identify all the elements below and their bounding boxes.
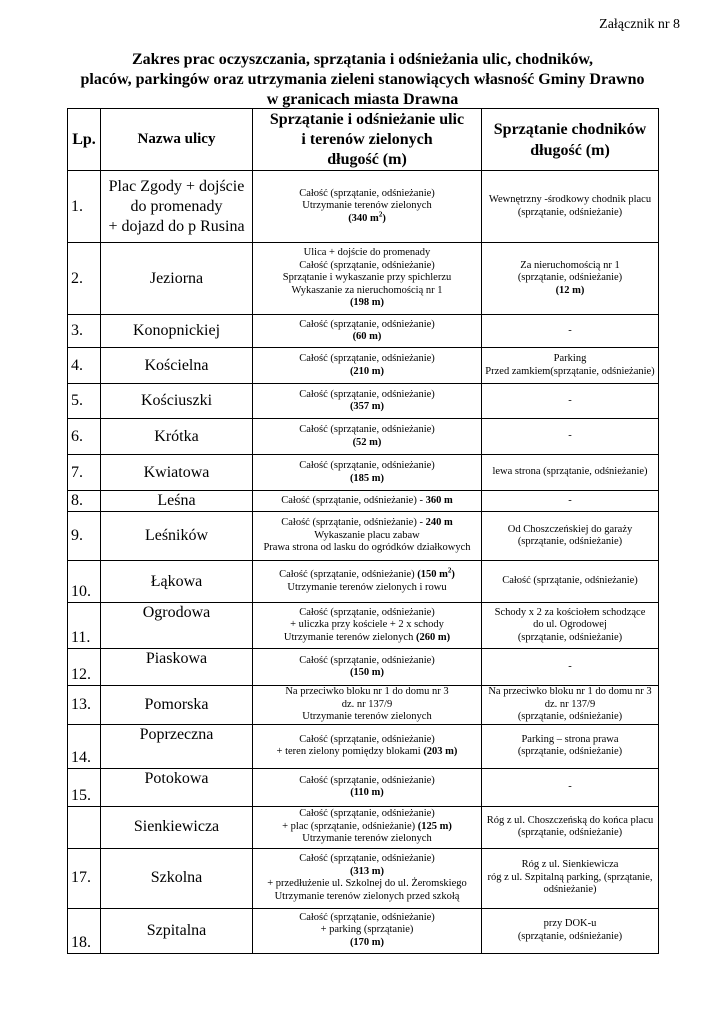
header-lp: Lp. — [68, 109, 101, 171]
table-row — [68, 848, 659, 908]
table-row — [68, 171, 659, 243]
length-value: (260 m) — [415, 631, 451, 643]
street-cleaning-cell — [253, 768, 482, 806]
cell-line: Utrzymanie terenów zielonych — [302, 833, 432, 845]
unit-superscript: 2 — [447, 566, 452, 575]
street-name-line: Plac Zgody + dojście — [108, 177, 245, 195]
cell-line — [255, 566, 479, 582]
cell-line: przy DOK-u — [543, 918, 597, 929]
sidewalk-cleaning-cell — [482, 561, 659, 603]
cell-line — [255, 632, 479, 645]
header-line: długość (m) — [530, 141, 610, 159]
cell-line: Całość (sprzątanie, odśnieżanie) — [299, 654, 435, 666]
row-number: 11. — [68, 603, 101, 649]
cell-line — [255, 937, 479, 950]
cell-line: Utrzymanie terenów zielonych — [302, 711, 432, 722]
cell-line: (sprzątanie, odśnieżanie) — [517, 536, 623, 547]
length-value: (110 m) — [350, 787, 384, 798]
street-name — [101, 806, 253, 848]
cell-line: (sprzątanie, odśnieżanie) — [517, 631, 623, 643]
row-number: 13. — [68, 686, 101, 725]
cell-line: Od Choszczeńskiej do garaży — [507, 523, 633, 535]
street-name — [101, 419, 253, 455]
cell-line — [255, 495, 479, 508]
table-row — [68, 603, 659, 649]
row-number: 18. — [68, 908, 101, 953]
street-cleaning-cell — [253, 348, 482, 384]
sidewalk-cleaning-cell — [482, 384, 659, 419]
cell-line: - — [568, 394, 572, 406]
table-row — [68, 908, 659, 953]
length-value: (60 m) — [352, 331, 382, 342]
row-number: 6. — [68, 419, 101, 455]
table-row — [68, 512, 659, 561]
street-cleaning-cell — [253, 649, 482, 686]
length-value: (150 m — [417, 569, 448, 580]
cell-line — [255, 866, 479, 879]
title-line: placów, parkingów oraz utrzymania zieleni stanowiących własność Gminy Drawno — [80, 71, 645, 88]
length-value: (313 m) — [349, 865, 385, 877]
cell-line: Całość (sprzątanie, odśnieżanie) — [299, 318, 435, 330]
cell-line: Parking – strona prawa — [521, 733, 619, 745]
cell-line: Całość (sprzątanie, odśnieżanie) — [299, 388, 435, 400]
cell-line: Schody x 2 za kościołem schodzące — [494, 606, 646, 618]
cell-line: Wewnętrzny -środkowy chodnik placu — [488, 194, 652, 205]
cell-line: Całość (sprzątanie, odśnieżanie) — [502, 575, 638, 587]
row-number: 9. — [68, 512, 101, 561]
street-cleaning-cell — [253, 848, 482, 908]
street-name — [101, 455, 253, 491]
street-name-line: Ogrodowa — [142, 604, 211, 621]
cell-line — [255, 517, 479, 530]
sidewalk-cleaning-cell — [482, 171, 659, 243]
cell-line: + parking (sprzątanie) — [320, 924, 414, 936]
sidewalk-cleaning-cell — [482, 243, 659, 315]
table-row — [68, 243, 659, 315]
row-number: 1. — [68, 171, 101, 243]
cell-line: - — [568, 494, 572, 506]
streets-table — [67, 108, 659, 954]
street-name-line: Kościuszki — [140, 392, 213, 409]
row-number: 5. — [68, 384, 101, 419]
length-value: (198 m) — [349, 297, 385, 309]
length-value: (210 m) — [349, 365, 385, 377]
cell-text: Całość (sprzątanie, odśnieżanie) — [279, 569, 418, 580]
street-name-line: Potokowa — [144, 769, 209, 787]
cell-line: Prawa strona od lasku do ogródków działkowych — [263, 542, 471, 554]
street-cleaning-cell — [253, 724, 482, 768]
cell-line: Całość (sprzątanie, odśnieżanie) — [299, 774, 435, 786]
street-cleaning-cell — [253, 455, 482, 491]
cell-text: Utrzymanie terenów zielonych — [283, 631, 416, 643]
street-name-line: Leśników — [144, 527, 209, 544]
street-name-line: Kwiatowa — [143, 463, 210, 481]
cell-line: Wykaszanie placu zabaw — [314, 529, 420, 541]
cell-line: Sprzątanie i wykaszanie przy spichlerzu — [282, 272, 452, 284]
street-cleaning-cell — [253, 603, 482, 649]
street-cleaning-cell — [253, 491, 482, 512]
title-line: Zakres prac oczyszczania, sprzątania i odśnieżania ulic, chodników, — [131, 51, 594, 68]
cell-line: Całość (sprzątanie, odśnieżanie) — [299, 424, 435, 435]
street-name — [101, 649, 253, 686]
sidewalk-cleaning-cell — [482, 455, 659, 491]
cell-line: Całość (sprzątanie, odśnieżanie) — [299, 911, 435, 923]
cell-text: + plac (sprzątanie, odśnieżanie) — [282, 820, 418, 832]
cell-line: (sprzątanie, odśnieżanie) — [517, 827, 623, 838]
cell-line — [255, 297, 479, 310]
length-value: (12 m) — [555, 284, 585, 296]
sidewalk-cleaning-cell — [482, 315, 659, 348]
cell-line: (sprzątanie, odśnieżanie) — [517, 746, 623, 757]
sidewalk-cleaning-cell — [482, 908, 659, 953]
length-value: 360 m — [425, 494, 453, 506]
sidewalk-cleaning-cell — [482, 491, 659, 512]
street-name-line: + dojazd do p Rusina — [108, 217, 245, 235]
street-cleaning-cell — [253, 243, 482, 315]
cell-line: - — [568, 660, 572, 672]
street-name-line: Szkolna — [150, 869, 203, 886]
cell-line: (sprzątanie, odśnieżanie) — [517, 711, 623, 722]
cell-line — [255, 473, 479, 486]
header-line: długość (m) — [327, 150, 407, 168]
cell-line: Utrzymanie terenów zielonych przed szkołą — [274, 890, 460, 902]
cell-line: - — [568, 430, 572, 442]
street-name-line: Kościelna — [144, 356, 209, 374]
cell-line: dz. nr 137/9 — [341, 698, 393, 710]
cell-line: Utrzymanie terenów zielonych i rowu — [287, 581, 447, 593]
street-name — [101, 491, 253, 512]
street-name — [101, 348, 253, 384]
street-cleaning-cell — [253, 561, 482, 603]
row-number: 2. — [68, 243, 101, 315]
street-name — [101, 908, 253, 953]
street-cleaning-cell — [253, 908, 482, 953]
cell-line — [255, 331, 479, 344]
table-row — [68, 724, 659, 768]
cell-line: Przed zamkiem(sprzątanie, odśnieżanie) — [485, 365, 655, 377]
sidewalk-cleaning-cell — [482, 848, 659, 908]
table-row — [68, 491, 659, 512]
length-value-end: ) — [382, 212, 386, 224]
cell-line — [255, 746, 479, 759]
row-number: 12. — [68, 649, 101, 686]
cell-line: Całość (sprzątanie, odśnieżanie) — [299, 353, 435, 364]
header-line: Sprzątanie chodników — [493, 120, 647, 138]
unit-superscript: 2 — [378, 210, 383, 219]
cell-line: Parking — [553, 353, 587, 364]
header-sidewalk-cleaning — [482, 109, 659, 171]
street-name — [101, 384, 253, 419]
cell-line: Na przeciwko bloku nr 1 do domu nr 3 — [285, 686, 449, 697]
cell-line — [255, 437, 479, 450]
cell-line: Całość (sprzątanie, odśnieżanie) — [299, 606, 435, 618]
street-name — [101, 561, 253, 603]
table-header-row — [68, 109, 659, 171]
document-title — [0, 50, 725, 110]
row-number: 7. — [68, 455, 101, 491]
cell-text: Całość (sprzątanie, odśnieżanie) - — [281, 494, 426, 506]
cell-line — [255, 667, 479, 680]
row-number: 3. — [68, 315, 101, 348]
cell-line: Utrzymanie terenów zielonych — [302, 200, 432, 212]
street-name — [101, 315, 253, 348]
length-value: (203 m) — [423, 746, 458, 757]
length-value: (357 m) — [349, 401, 385, 412]
street-name — [101, 724, 253, 768]
street-name-line: Krótka — [154, 427, 199, 445]
cell-line: Całość (sprzątanie, odśnieżanie) — [299, 808, 435, 820]
street-name-line: do promenady — [130, 197, 223, 215]
street-name — [101, 768, 253, 806]
cell-line: + uliczka przy kościele + 2 x schody — [290, 619, 444, 631]
street-name-line: Pomorska — [144, 695, 209, 713]
cell-line: (sprzątanie, odśnieżanie) — [517, 930, 623, 942]
sidewalk-cleaning-cell — [482, 348, 659, 384]
length-value: (150 m) — [349, 667, 385, 678]
table-row — [68, 806, 659, 848]
cell-line — [255, 366, 479, 379]
street-name-line: Piaskowa — [145, 650, 208, 667]
cell-line: Całość (sprzątanie, odśnieżanie) — [299, 259, 435, 271]
table-row — [68, 419, 659, 455]
cell-line: Całość (sprzątanie, odśnieżanie) — [299, 460, 435, 471]
cell-line: (sprzątanie, odśnieżanie) — [517, 206, 623, 218]
street-name — [101, 686, 253, 725]
sidewalk-cleaning-cell — [482, 724, 659, 768]
cell-line: Wykaszanie za nieruchomością nr 1 — [291, 284, 443, 296]
cell-line — [255, 787, 479, 800]
cell-line: odśnieżanie) — [543, 884, 597, 896]
table-row — [68, 768, 659, 806]
sidewalk-cleaning-cell — [482, 649, 659, 686]
row-number: 15. — [68, 768, 101, 806]
cell-line — [255, 210, 479, 226]
street-name — [101, 603, 253, 649]
sidewalk-cleaning-cell — [482, 686, 659, 725]
table-row — [68, 455, 659, 491]
sidewalk-cleaning-cell — [482, 419, 659, 455]
header-street-cleaning — [253, 109, 482, 171]
cell-line: Na przeciwko bloku nr 1 do domu nr 3 — [488, 686, 652, 697]
cell-line: Za nieruchomością nr 1 — [520, 259, 620, 271]
cell-line: Całość (sprzątanie, odśnieżanie) — [299, 853, 435, 864]
sidewalk-cleaning-cell — [482, 512, 659, 561]
header-line: Sprzątanie i odśnieżanie ulic — [269, 110, 465, 128]
length-value: (52 m) — [352, 436, 382, 448]
cell-line: Róg z ul. Sienkiewicza — [521, 859, 619, 871]
sidewalk-cleaning-cell — [482, 603, 659, 649]
cell-line: + przedłużenie ul. Szkolnej do ul. Żeromskiego — [267, 878, 467, 889]
cell-line: (sprzątanie, odśnieżanie) — [517, 272, 623, 284]
street-name-line: Szpitalna — [146, 921, 207, 939]
table-row — [68, 384, 659, 419]
cell-line: lewa strona (sprzątanie, odśnieżanie) — [492, 466, 648, 478]
street-name-line: Poprzeczna — [139, 725, 214, 743]
street-name-line: Sienkiewicza — [133, 818, 220, 835]
row-number: 17. — [68, 848, 101, 908]
cell-line: do ul. Ogrodowej — [533, 619, 607, 631]
length-value: (170 m) — [349, 936, 385, 948]
row-number: 8. — [68, 491, 101, 512]
header-street-name: Nazwa ulicy — [101, 109, 253, 171]
cell-line: róg z ul. Szpitalną parking, (sprzątanie, — [487, 871, 653, 883]
row-number: 10. — [68, 561, 101, 603]
attachment-label: Załącznik nr 8 — [599, 17, 680, 32]
cell-line: - — [568, 780, 572, 792]
cell-line: dz. nr 137/9 — [544, 698, 596, 710]
length-value-end: ) — [451, 569, 455, 580]
table-row — [68, 649, 659, 686]
header-line: i terenów zielonych — [301, 130, 433, 148]
street-cleaning-cell — [253, 315, 482, 348]
cell-line: Całość (sprzątanie, odśnieżanie) — [299, 733, 435, 745]
table-row — [68, 315, 659, 348]
street-cleaning-cell — [253, 806, 482, 848]
sidewalk-cleaning-cell — [482, 806, 659, 848]
cell-line: Róg z ul. Choszczeńską do końca placu — [486, 814, 654, 826]
cell-text: Całość (sprzątanie, odśnieżanie) - — [281, 517, 426, 529]
cell-line — [255, 821, 479, 834]
street-cleaning-cell — [253, 686, 482, 725]
cell-text: + teren zielony pomiędzy blokami — [276, 746, 424, 757]
row-number — [68, 806, 101, 848]
cell-line: - — [568, 324, 572, 336]
length-value: (340 m — [348, 212, 379, 224]
street-name — [101, 848, 253, 908]
table-row — [68, 561, 659, 603]
street-name-line: Jeziorna — [149, 269, 204, 287]
table-row — [68, 686, 659, 725]
length-value: (125 m) — [417, 820, 452, 832]
street-name — [101, 171, 253, 243]
street-cleaning-cell — [253, 419, 482, 455]
length-value: 240 m — [425, 517, 453, 529]
cell-line — [255, 401, 479, 414]
table-row — [68, 348, 659, 384]
street-name — [101, 512, 253, 561]
street-cleaning-cell — [253, 512, 482, 561]
street-cleaning-cell — [253, 384, 482, 419]
street-name-line: Leśna — [157, 492, 196, 509]
street-name — [101, 243, 253, 315]
row-number: 14. — [68, 724, 101, 768]
cell-line: Całość (sprzątanie, odśnieżanie) — [299, 187, 435, 199]
title-line: w granicach miasta Drawna — [266, 91, 459, 108]
length-value: (185 m) — [349, 472, 385, 484]
street-name-line: Łąkowa — [150, 572, 203, 590]
sidewalk-cleaning-cell — [482, 768, 659, 806]
street-name-line: Konopnickiej — [132, 322, 221, 339]
cell-line: Ulica + dojście do promenady — [303, 247, 431, 259]
street-cleaning-cell — [253, 171, 482, 243]
row-number: 4. — [68, 348, 101, 384]
